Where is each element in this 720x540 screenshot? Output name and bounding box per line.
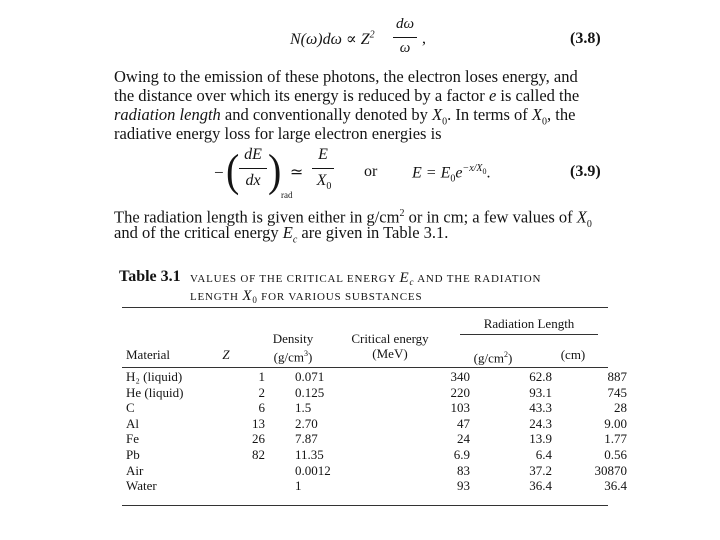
- cell-rad-cm: 28: [614, 400, 627, 416]
- caption1-a: VALUES OF THE CRITICAL ENERGY: [190, 273, 400, 285]
- cell-material: Water: [126, 478, 157, 494]
- cell-density: 2.70: [295, 415, 318, 431]
- cell-z: [221, 478, 265, 494]
- cell-material: Al: [126, 415, 139, 431]
- cell-rad-g: 93.1: [529, 384, 552, 400]
- p2l1-b: or in cm; a few values of: [404, 207, 577, 227]
- cell-z: 82: [252, 446, 265, 462]
- eq-3-8-punct: ,: [422, 30, 426, 47]
- eq-3-9-label: (3.9): [570, 163, 601, 180]
- eq-3-8: [290, 29, 375, 49]
- cell-rad-g: 13.9: [529, 431, 552, 447]
- eq-3-8-label: (3.8): [570, 30, 601, 47]
- eq-3-9-rhs-denominator: [311, 172, 337, 192]
- cell-density: 11.35: [295, 446, 324, 462]
- eq-3-9-rhs-numerator: E: [318, 146, 328, 163]
- cell-material: H₂ (liquid): [126, 369, 183, 384]
- caption2-x: X: [242, 288, 253, 304]
- paragraph-1-line-4: radiative energy loss for large electron energies is: [114, 124, 442, 143]
- cell-rad-cm: 1.77: [604, 431, 627, 447]
- table-top-rule: [122, 307, 608, 308]
- cell-density: 0.071: [295, 369, 325, 384]
- header-density-2-sup: 3: [303, 349, 308, 358]
- cell-material: C: [126, 400, 135, 416]
- eq-3-9-e2-sub: 0: [450, 173, 456, 185]
- cell-rad-cm: 745: [607, 384, 627, 400]
- caption2-b: FOR VARIOUS SUBSTANCES: [257, 291, 423, 303]
- header-critical-energy: [340, 331, 440, 361]
- cell-density: 1.5: [295, 400, 312, 416]
- cell-rad-g: 37.2: [529, 462, 552, 478]
- p1l3-sub2: 0: [542, 116, 548, 128]
- p2l1-sub: 0: [586, 218, 592, 230]
- cell-critical: 83: [457, 462, 470, 478]
- p1l3-c: , the: [547, 105, 576, 124]
- cell-z: 1: [258, 369, 265, 384]
- p1l3-a: and conventionally denoted by: [220, 105, 433, 124]
- table-bottom-rule: [122, 505, 608, 506]
- cell-material: Pb: [126, 446, 140, 462]
- p2l2-a: and of the critical energy: [114, 223, 283, 242]
- cell-rad-g: 36.4: [529, 478, 552, 494]
- cell-rad-cm: 887: [607, 369, 627, 384]
- table-row: [126, 431, 627, 447]
- eq-3-8-denominator: ω: [399, 40, 411, 56]
- table-row: [126, 385, 627, 401]
- header-radiation-g: [460, 347, 526, 365]
- eq-3-9-numerator: dE: [244, 146, 262, 163]
- caption1-c: c: [409, 277, 415, 288]
- eq-3-9-fraction-bar: [239, 168, 267, 169]
- cell-rad-cm: 36.4: [604, 478, 627, 494]
- eq-3-9-rhs-den-x: X: [316, 172, 327, 189]
- p1l3-b: . In terms of: [447, 105, 532, 124]
- table-row: [126, 478, 627, 494]
- paragraph-1-line-1: Owing to the emission of these photons, the electron loses energy, and: [114, 67, 578, 86]
- cell-material: He (liquid): [126, 384, 184, 400]
- paragraph-2-line-2: [114, 224, 448, 250]
- p1l2-e: e: [488, 86, 497, 105]
- p2l2-c: c: [292, 234, 298, 246]
- cell-rad-g: 43.3: [529, 400, 552, 416]
- eq-3-8-numerator: dω: [395, 16, 415, 32]
- eq-3-8-fraction: [392, 16, 418, 33]
- eq-3-8-lhs: N(ω)dω ∝ Z: [290, 31, 370, 48]
- header-density-2a: (g/cm: [273, 349, 304, 365]
- cell-critical: 103: [450, 400, 470, 416]
- eq-3-8-fraction-bar: [393, 37, 417, 38]
- table-row: [126, 400, 627, 416]
- p1l3-x2: X: [531, 105, 543, 124]
- table-row: [126, 463, 627, 479]
- p1l3-sub: 0: [442, 116, 448, 128]
- eq-3-8-exp: 2: [369, 29, 375, 41]
- p1l2-a: the distance over which its energy is reduced by a factor: [114, 86, 489, 105]
- header-density-2b: ): [307, 349, 313, 365]
- cell-critical: 47: [457, 415, 470, 431]
- eq-3-9-minus: −: [214, 163, 224, 182]
- eq-3-9-rhs-den-sub: 0: [326, 181, 332, 193]
- eq-3-9-or: or: [364, 163, 378, 180]
- table-caption-line-1: [190, 270, 541, 287]
- cell-material: Air: [126, 462, 144, 478]
- eq-3-9-denominator: dx: [245, 172, 261, 189]
- cell-density: 0.0012: [295, 462, 331, 478]
- cell-material: Fe: [126, 431, 139, 447]
- header-density-2: [258, 346, 328, 364]
- cell-critical: 24: [457, 431, 470, 447]
- header-bottom-rule: [122, 367, 608, 368]
- p2l1-sup: 2: [399, 208, 405, 219]
- cell-rad-cm: 9.00: [604, 415, 627, 431]
- header-material: Material: [126, 347, 171, 362]
- eq-3-9-left-paren: (: [226, 144, 240, 196]
- cell-z: 26: [252, 431, 265, 447]
- cell-critical: 6.9: [453, 446, 470, 462]
- caption1-b: AND THE RADIATION: [414, 273, 542, 285]
- cell-rad-g: 24.3: [529, 415, 552, 431]
- cell-rad-cm: 30870: [594, 462, 627, 478]
- header-density: [258, 331, 328, 364]
- table-row: [126, 416, 627, 432]
- eq-3-9-e2-exp-sub: 0: [482, 167, 487, 176]
- eq-3-9-e2-end: .: [486, 164, 491, 182]
- cell-rad-g: 6.4: [535, 446, 552, 462]
- header-radiation-g-sup: 2: [503, 350, 508, 359]
- header-radiation-g-a: (g/cm: [473, 350, 504, 366]
- p2l2-e: E: [282, 223, 293, 242]
- header-critical-1: Critical energy: [351, 331, 429, 346]
- eq-3-9-e2: E = E: [412, 164, 451, 182]
- cell-density: 7.87: [295, 431, 318, 447]
- critical-energy-table: [126, 369, 627, 494]
- table-label: Table 3.1: [119, 268, 181, 285]
- caption2-sub: 0: [252, 295, 258, 306]
- radiation-length-rule: [460, 334, 598, 335]
- cell-rad-cm: 0.56: [604, 446, 627, 462]
- eq-3-9-e2-exp-text: −x/X: [462, 163, 483, 174]
- cell-critical: 340: [450, 369, 470, 384]
- p1l3-italic: radiation length: [114, 105, 221, 124]
- header-radiation-g-b: ): [507, 350, 513, 366]
- p2l1-x: X: [576, 207, 587, 227]
- cell-density: 1: [295, 478, 302, 494]
- header-radiation-length: Radiation Length: [483, 316, 575, 331]
- cell-density: 0.125: [295, 384, 325, 400]
- cell-z: 6: [258, 400, 265, 416]
- p1l2-b: is called the: [496, 86, 580, 105]
- header-density-1: Density: [272, 331, 314, 346]
- paragraph-1-line-2: [114, 87, 579, 106]
- table-caption-line-2: [190, 288, 422, 305]
- caption1-e: E: [399, 270, 410, 286]
- eq-3-9-approx: ≃: [290, 164, 304, 181]
- cell-critical: 93: [457, 478, 470, 494]
- eq-3-9-rhs-bar: [312, 168, 334, 169]
- p1l3-x: X: [432, 105, 443, 124]
- cell-z: [221, 463, 265, 479]
- eq-3-9-e2-exp: [462, 163, 486, 174]
- cell-critical: 220: [450, 384, 470, 400]
- p2l1-a: The radiation length is given either in g/cm: [114, 207, 400, 227]
- eq-3-9-subscript: rad: [281, 190, 293, 200]
- cell-z: 2: [258, 384, 265, 400]
- header-radiation-cm: (cm): [560, 347, 586, 362]
- table-body: [126, 369, 627, 494]
- p2l2-b: are given in Table 3.1.: [297, 223, 449, 242]
- table-row: [126, 447, 627, 463]
- table-row: [126, 369, 627, 385]
- header-critical-2: (MeV): [372, 346, 408, 361]
- eq-3-9-e2-base: e: [455, 164, 463, 182]
- cell-rad-g: 62.8: [529, 369, 552, 384]
- cell-z: 13: [252, 415, 265, 431]
- eq-3-9-exponential: [412, 163, 491, 185]
- header-z: Z: [222, 347, 230, 362]
- caption2-a: LENGTH: [190, 291, 243, 303]
- eq-3-9-right-paren: ): [268, 144, 282, 196]
